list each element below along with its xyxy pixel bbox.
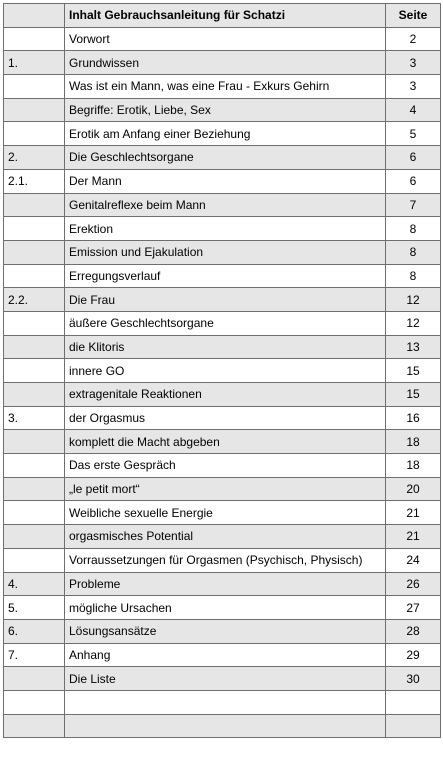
section-title-cell: Was ist ein Mann, was eine Frau - Exkurs Gehirn <box>65 75 386 99</box>
section-number-cell: 2. <box>4 146 65 170</box>
section-title-cell: extragenitale Reaktionen <box>65 383 386 407</box>
page-number-cell: 3 <box>386 51 441 75</box>
page-number-cell: 21 <box>386 525 441 549</box>
section-title-cell: Erregungsverlauf <box>65 264 386 288</box>
table-row <box>4 169 441 193</box>
section-title-cell: Weibliche sexuelle Energie <box>65 501 386 525</box>
table-row <box>4 75 441 99</box>
table-row <box>4 383 441 407</box>
section-number-cell <box>4 335 65 359</box>
section-number-cell: 3. <box>4 406 65 430</box>
header-page-cell: Seite <box>386 4 441 28</box>
table-row <box>4 51 441 75</box>
section-title-cell <box>65 690 386 714</box>
section-number-cell: 4. <box>4 572 65 596</box>
section-title-cell: äußere Geschlechtsorgane <box>65 311 386 335</box>
page-number-cell: 6 <box>386 146 441 170</box>
table-row <box>4 430 441 454</box>
page-number-cell <box>386 690 441 714</box>
page-number-cell: 12 <box>386 311 441 335</box>
table-row <box>4 477 441 501</box>
table-row <box>4 690 441 714</box>
section-number-cell <box>4 122 65 146</box>
page-number-cell: 8 <box>386 217 441 241</box>
section-number-cell <box>4 264 65 288</box>
table-row <box>4 146 441 170</box>
section-number-cell <box>4 454 65 478</box>
section-title-cell: orgasmisches Potential <box>65 525 386 549</box>
section-number-cell <box>4 501 65 525</box>
section-title-cell: Probleme <box>65 572 386 596</box>
section-number-cell <box>4 98 65 122</box>
table-row <box>4 288 441 312</box>
page-number-cell: 15 <box>386 359 441 383</box>
table-row <box>4 335 441 359</box>
section-number-cell: 2.2. <box>4 288 65 312</box>
table-row <box>4 619 441 643</box>
section-title-cell: Lösungsansätze <box>65 619 386 643</box>
section-title-cell: Die Frau <box>65 288 386 312</box>
page-number-cell: 7 <box>386 193 441 217</box>
table-row <box>4 667 441 691</box>
section-title-cell: Anhang <box>65 643 386 667</box>
page-number-cell: 20 <box>386 477 441 501</box>
table-row <box>4 454 441 478</box>
section-number-cell <box>4 27 65 51</box>
section-title-cell: Vorwort <box>65 27 386 51</box>
section-number-cell <box>4 359 65 383</box>
header-row <box>4 4 441 28</box>
table-of-contents <box>3 3 441 738</box>
section-title-cell: innere GO <box>65 359 386 383</box>
table-row <box>4 217 441 241</box>
section-number-cell <box>4 714 65 738</box>
section-title-cell: Die Liste <box>65 667 386 691</box>
table-row <box>4 406 441 430</box>
page-number-cell: 28 <box>386 619 441 643</box>
page-number-cell: 12 <box>386 288 441 312</box>
section-title-cell: Die Geschlechtsorgane <box>65 146 386 170</box>
page-number-cell: 24 <box>386 548 441 572</box>
section-number-cell <box>4 477 65 501</box>
section-title-cell <box>65 714 386 738</box>
section-title-cell: Erektion <box>65 217 386 241</box>
page-number-cell: 3 <box>386 75 441 99</box>
section-title-cell: Vorraussetzungen für Orgasmen (Psychisch, Physisch) <box>65 548 386 572</box>
section-number-cell <box>4 548 65 572</box>
page-number-cell: 8 <box>386 240 441 264</box>
section-number-cell: 5. <box>4 596 65 620</box>
table-row <box>4 714 441 738</box>
section-title-cell: „le petit mort“ <box>65 477 386 501</box>
page-number-cell: 8 <box>386 264 441 288</box>
section-title-cell: komplett die Macht abgeben <box>65 430 386 454</box>
section-title-cell: Grundwissen <box>65 51 386 75</box>
section-number-cell: 6. <box>4 619 65 643</box>
section-number-cell: 1. <box>4 51 65 75</box>
page-number-cell: 13 <box>386 335 441 359</box>
page-number-cell: 30 <box>386 667 441 691</box>
page-number-cell: 4 <box>386 98 441 122</box>
section-number-cell <box>4 667 65 691</box>
table-row <box>4 572 441 596</box>
table-row <box>4 264 441 288</box>
section-title-cell: die Klitoris <box>65 335 386 359</box>
section-number-cell <box>4 690 65 714</box>
section-number-cell <box>4 240 65 264</box>
section-title-cell: der Orgasmus <box>65 406 386 430</box>
page-number-cell: 5 <box>386 122 441 146</box>
table-row <box>4 548 441 572</box>
section-number-cell <box>4 525 65 549</box>
section-title-cell: Der Mann <box>65 169 386 193</box>
section-number-cell <box>4 217 65 241</box>
table-row <box>4 525 441 549</box>
table-row <box>4 501 441 525</box>
table-row <box>4 596 441 620</box>
header-title-cell: Inhalt Gebrauchsanleitung für Schatzi <box>65 4 386 28</box>
page-number-cell: 18 <box>386 430 441 454</box>
page-number-cell: 6 <box>386 169 441 193</box>
page-number-cell: 29 <box>386 643 441 667</box>
header-number-cell <box>4 4 65 28</box>
section-number-cell <box>4 311 65 335</box>
section-title-cell: Das erste Gespräch <box>65 454 386 478</box>
section-number-cell <box>4 383 65 407</box>
section-number-cell <box>4 75 65 99</box>
table-row <box>4 98 441 122</box>
table-row <box>4 193 441 217</box>
page-number-cell: 26 <box>386 572 441 596</box>
table-row <box>4 643 441 667</box>
page-number-cell <box>386 714 441 738</box>
section-title-cell: Emission und Ejakulation <box>65 240 386 264</box>
toc-body <box>4 27 441 738</box>
page-number-cell: 18 <box>386 454 441 478</box>
section-title-cell: mögliche Ursachen <box>65 596 386 620</box>
table-row <box>4 311 441 335</box>
section-title-cell: Genitalreflexe beim Mann <box>65 193 386 217</box>
page-number-cell: 21 <box>386 501 441 525</box>
table-row <box>4 359 441 383</box>
page-number-cell: 27 <box>386 596 441 620</box>
section-number-cell: 7. <box>4 643 65 667</box>
page-number-cell: 16 <box>386 406 441 430</box>
section-number-cell <box>4 430 65 454</box>
toc-container <box>3 3 441 738</box>
section-title-cell: Begriffe: Erotik, Liebe, Sex <box>65 98 386 122</box>
page-number-cell: 2 <box>386 27 441 51</box>
page-number-cell: 15 <box>386 383 441 407</box>
table-row <box>4 122 441 146</box>
section-title-cell: Erotik am Anfang einer Beziehung <box>65 122 386 146</box>
section-number-cell <box>4 193 65 217</box>
section-number-cell: 2.1. <box>4 169 65 193</box>
table-row <box>4 27 441 51</box>
table-row <box>4 240 441 264</box>
